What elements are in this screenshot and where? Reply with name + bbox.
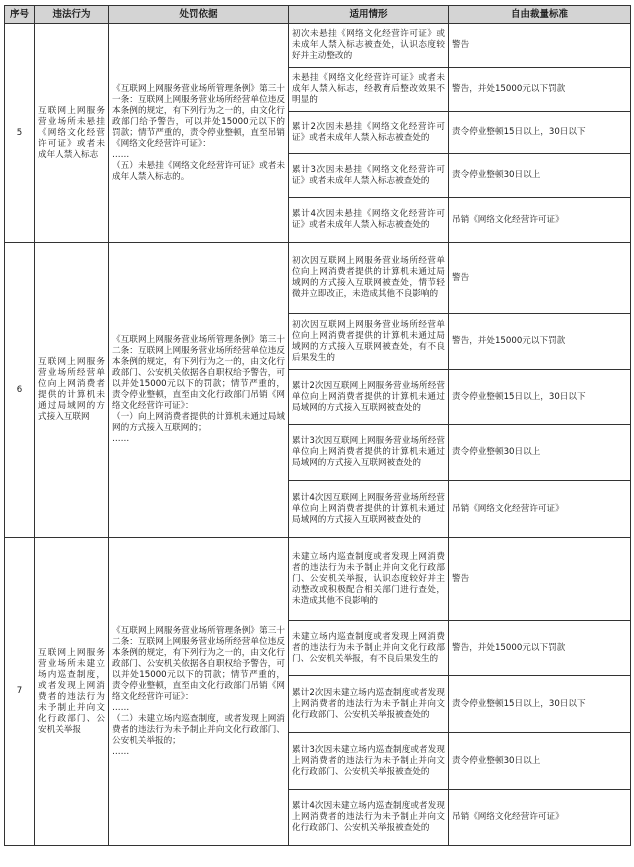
situation-cell: 初次未悬挂《网络文化经营许可证》或未成年人禁入标志被查处，认识态度较好并主动整改的	[289, 24, 449, 68]
standard-cell: 责令停业整顿30日以上	[449, 154, 631, 198]
row-seq: 7	[5, 538, 35, 846]
situation-cell: 累计4次因互联网上网服务营业场所经营单位向上网消费者提供的计算机未通过局域网的方式接入互联网被查处的	[289, 481, 449, 538]
table-row	[5, 538, 631, 621]
basis-paragraph: 《互联网上网服务营业场所管理条例》第三十二条：互联网上网服务营业场所经营单位违反本条例的规定，有下列行为之一的，由文化行政部门、公安机关依据各自职权给予警告，可以并处15000元以下的罚款；情节严重的，责令停业整顿，直至由文化行政部门吊销《网络文化经营许可证》：	[112, 335, 285, 411]
situation-cell: 累计3次因未建立场内巡查制度或者发现上网消费者的违法行为未予制止并向文化行政部门、公安机关举报被查处的	[289, 733, 449, 790]
header-discretion-standard: 自由裁量标准	[449, 6, 631, 24]
situation-cell: 累计3次因互联网上网服务营业场所经营单位向上网消费者提供的计算机未通过局域网的方式接入互联网被查处的	[289, 425, 449, 481]
row-seq: 6	[5, 243, 35, 538]
situation-cell: 累计4次因未建立场内巡查制度或者发现上网消费者的违法行为未予制止并向文化行政部门、公安机关举报被查处的	[289, 790, 449, 846]
basis-paragraph: （五）未悬挂《网络文化经营许可证》或者未成年人禁入标志的。	[112, 160, 285, 182]
penalty-basis	[109, 538, 289, 846]
standard-cell: 警告，并处15000元以下罚款	[449, 68, 631, 112]
basis-paragraph: 《互联网上网服务营业场所管理条例》第三十二条：互联网上网服务营业场所经营单位违反本条例的规定，有下列行为之一的，由文化行政部门、公安机关依据各自职权给予警告，可以并处15000元以下的罚款；情节严重的，责令停业整顿，直至由文化行政部门吊销《网络文化经营许可证》：	[112, 625, 285, 702]
situation-cell: 未建立场内巡查制度或者发现上网消费者的违法行为未予制止并向文化行政部门、公安机关举报，有不良后果发生的	[289, 621, 449, 676]
basis-paragraph: ……	[112, 746, 130, 757]
header-penalty-basis: 处罚依据	[109, 6, 289, 24]
basis-paragraph: ……	[112, 434, 130, 444]
header-violation: 违法行为	[35, 6, 109, 24]
violation-text: 互联网上网服务营业场所未悬挂《网络文化经营许可证》或者未成年人禁入标志	[35, 24, 109, 243]
standard-cell: 责令停业整顿30日以上	[449, 425, 631, 481]
standard-cell: 警告，并处15000元以下罚款	[449, 621, 631, 676]
situation-cell: 累计2次因未建立场内巡查制度或者发现上网消费者的违法行为未予制止并向文化行政部门、公安机关举报被查处的	[289, 676, 449, 733]
standard-cell: 警告	[449, 24, 631, 68]
situation-cell: 累计4次因未悬挂《网络文化经营许可证》或者未成年人禁入标志被查处的	[289, 198, 449, 243]
standard-cell: 责令停业整顿30日以上	[449, 733, 631, 790]
penalty-basis	[109, 24, 289, 243]
situation-cell: 初次因互联网上网服务营业场所经营单位向上网消费者提供的计算机未通过局域网的方式接入互联网被查处，有不良后果发生的	[289, 314, 449, 370]
penalty-basis	[109, 243, 289, 538]
table-header-row	[5, 6, 631, 24]
situation-cell: 未悬挂《网络文化经营许可证》或者未成年人禁入标志，经教育后整改效果不明显的	[289, 68, 449, 112]
row-seq: 5	[5, 24, 35, 243]
standard-cell: 责令停业整顿15日以上，30日以下	[449, 676, 631, 733]
standard-cell: 责令停业整顿15日以上，30日以下	[449, 112, 631, 154]
standard-cell: 责令停业整顿15日以上，30日以下	[449, 370, 631, 425]
situation-cell: 累计2次因互联网上网服务营业场所经营单位向上网消费者提供的计算机未通过局域网的方式接入互联网被查处的	[289, 370, 449, 425]
basis-paragraph: ……	[112, 149, 130, 160]
violation-text: 互联网上网服务营业场所经营单位向上网消费者提供的计算机未通过局域网的方式接入互联网	[35, 243, 109, 538]
situation-cell: 累计2次因未悬挂《网络文化经营许可证》或者未成年人禁入标志被查处的	[289, 112, 449, 154]
violation-text: 互联网上网服务营业场所未建立场内巡查制度，或者发现上网消费者的违法行为未予制止并向文化行政部门、公安机关举报	[35, 538, 109, 846]
table-row	[5, 24, 631, 68]
header-applicable-situation: 适用情形	[289, 6, 449, 24]
basis-paragraph: （二）未建立场内巡查制度，或者发现上网消费者的违法行为未予制止并向文化行政部门、公安机关举报的；	[112, 713, 285, 746]
discretion-standards-table	[4, 5, 631, 846]
basis-paragraph: 《互联网上网服务营业场所管理条例》第三十一条：互联网上网服务营业场所经营单位违反本条例的规定，有下列行为之一的，由文化行政部门给予警告，可以并处15000元以下的罚款；情节严重的，责令停业整顿，直至吊销《网络文化经营许可证》：	[112, 83, 285, 149]
standard-cell: 吊销《网络文化经营许可证》	[449, 481, 631, 538]
basis-paragraph: ……	[112, 702, 130, 713]
standard-cell: 吊销《网络文化经营许可证》	[449, 790, 631, 846]
situation-cell: 累计3次因未悬挂《网络文化经营许可证》或者未成年人禁入标志被查处的	[289, 154, 449, 198]
standard-cell: 警告	[449, 538, 631, 621]
standard-cell: 警告	[449, 243, 631, 314]
standard-cell: 吊销《网络文化经营许可证》	[449, 198, 631, 243]
situation-cell: 初次因互联网上网服务营业场所经营单位向上网消费者提供的计算机未通过局域网的方式接入互联网被查处，情节轻微并立即改正，未造成其他不良影响的	[289, 243, 449, 314]
table-row	[5, 243, 631, 314]
standard-cell: 警告，并处15000元以下罚款	[449, 314, 631, 370]
basis-paragraph: （一）向上网消费者提供的计算机未通过局域网的方式接入互联网的；	[112, 412, 285, 433]
situation-cell: 未建立场内巡查制度或者发现上网消费者的违法行为未予制止并向文化行政部门、公安机关举报，认识态度较好并主动整改或积极配合相关部门进行查处，未造成其他不良影响的	[289, 538, 449, 621]
header-seq: 序号	[5, 6, 35, 24]
